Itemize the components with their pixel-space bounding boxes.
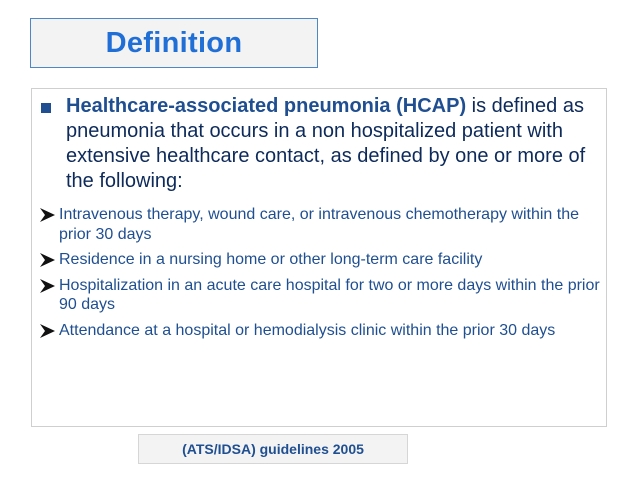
list-item-text: Hospitalization in an acute care hospital for two or more days within the prior 90 days	[59, 276, 600, 313]
hcap-definition: is defined as pneumonia that occurs in a non hospitalized patient with extensive healthcare contact, as defined by one or more of the following:	[66, 95, 586, 192]
list-item	[37, 276, 601, 315]
list-item	[37, 250, 601, 270]
list-item	[37, 205, 601, 244]
slide-title: Definition	[105, 26, 243, 59]
title-box	[30, 18, 318, 68]
arrow-bullet-icon	[37, 323, 59, 339]
content-box	[31, 88, 607, 427]
list-item-text: Residence in a nursing home or other long-term care facility	[59, 251, 483, 268]
citation-box	[138, 434, 408, 464]
main-bullet-text	[66, 94, 602, 194]
criteria-list	[37, 205, 601, 346]
main-bullet	[36, 94, 602, 194]
list-item	[37, 321, 601, 341]
arrow-bullet-icon	[37, 252, 59, 268]
arrow-bullet-icon	[37, 207, 59, 223]
hcap-term: Healthcare-associated pneumonia (HCAP)	[66, 95, 467, 117]
arrow-bullet-icon	[37, 278, 59, 294]
citation-text: (ATS/IDSA) guidelines 2005	[182, 441, 364, 457]
square-bullet-icon	[41, 103, 51, 113]
list-item-text: Intravenous therapy, wound care, or intravenous chemotherapy within the prior 30 days	[59, 206, 579, 243]
list-item-text: Attendance at a hospital or hemodialysis clinic within the prior 30 days	[59, 321, 556, 339]
